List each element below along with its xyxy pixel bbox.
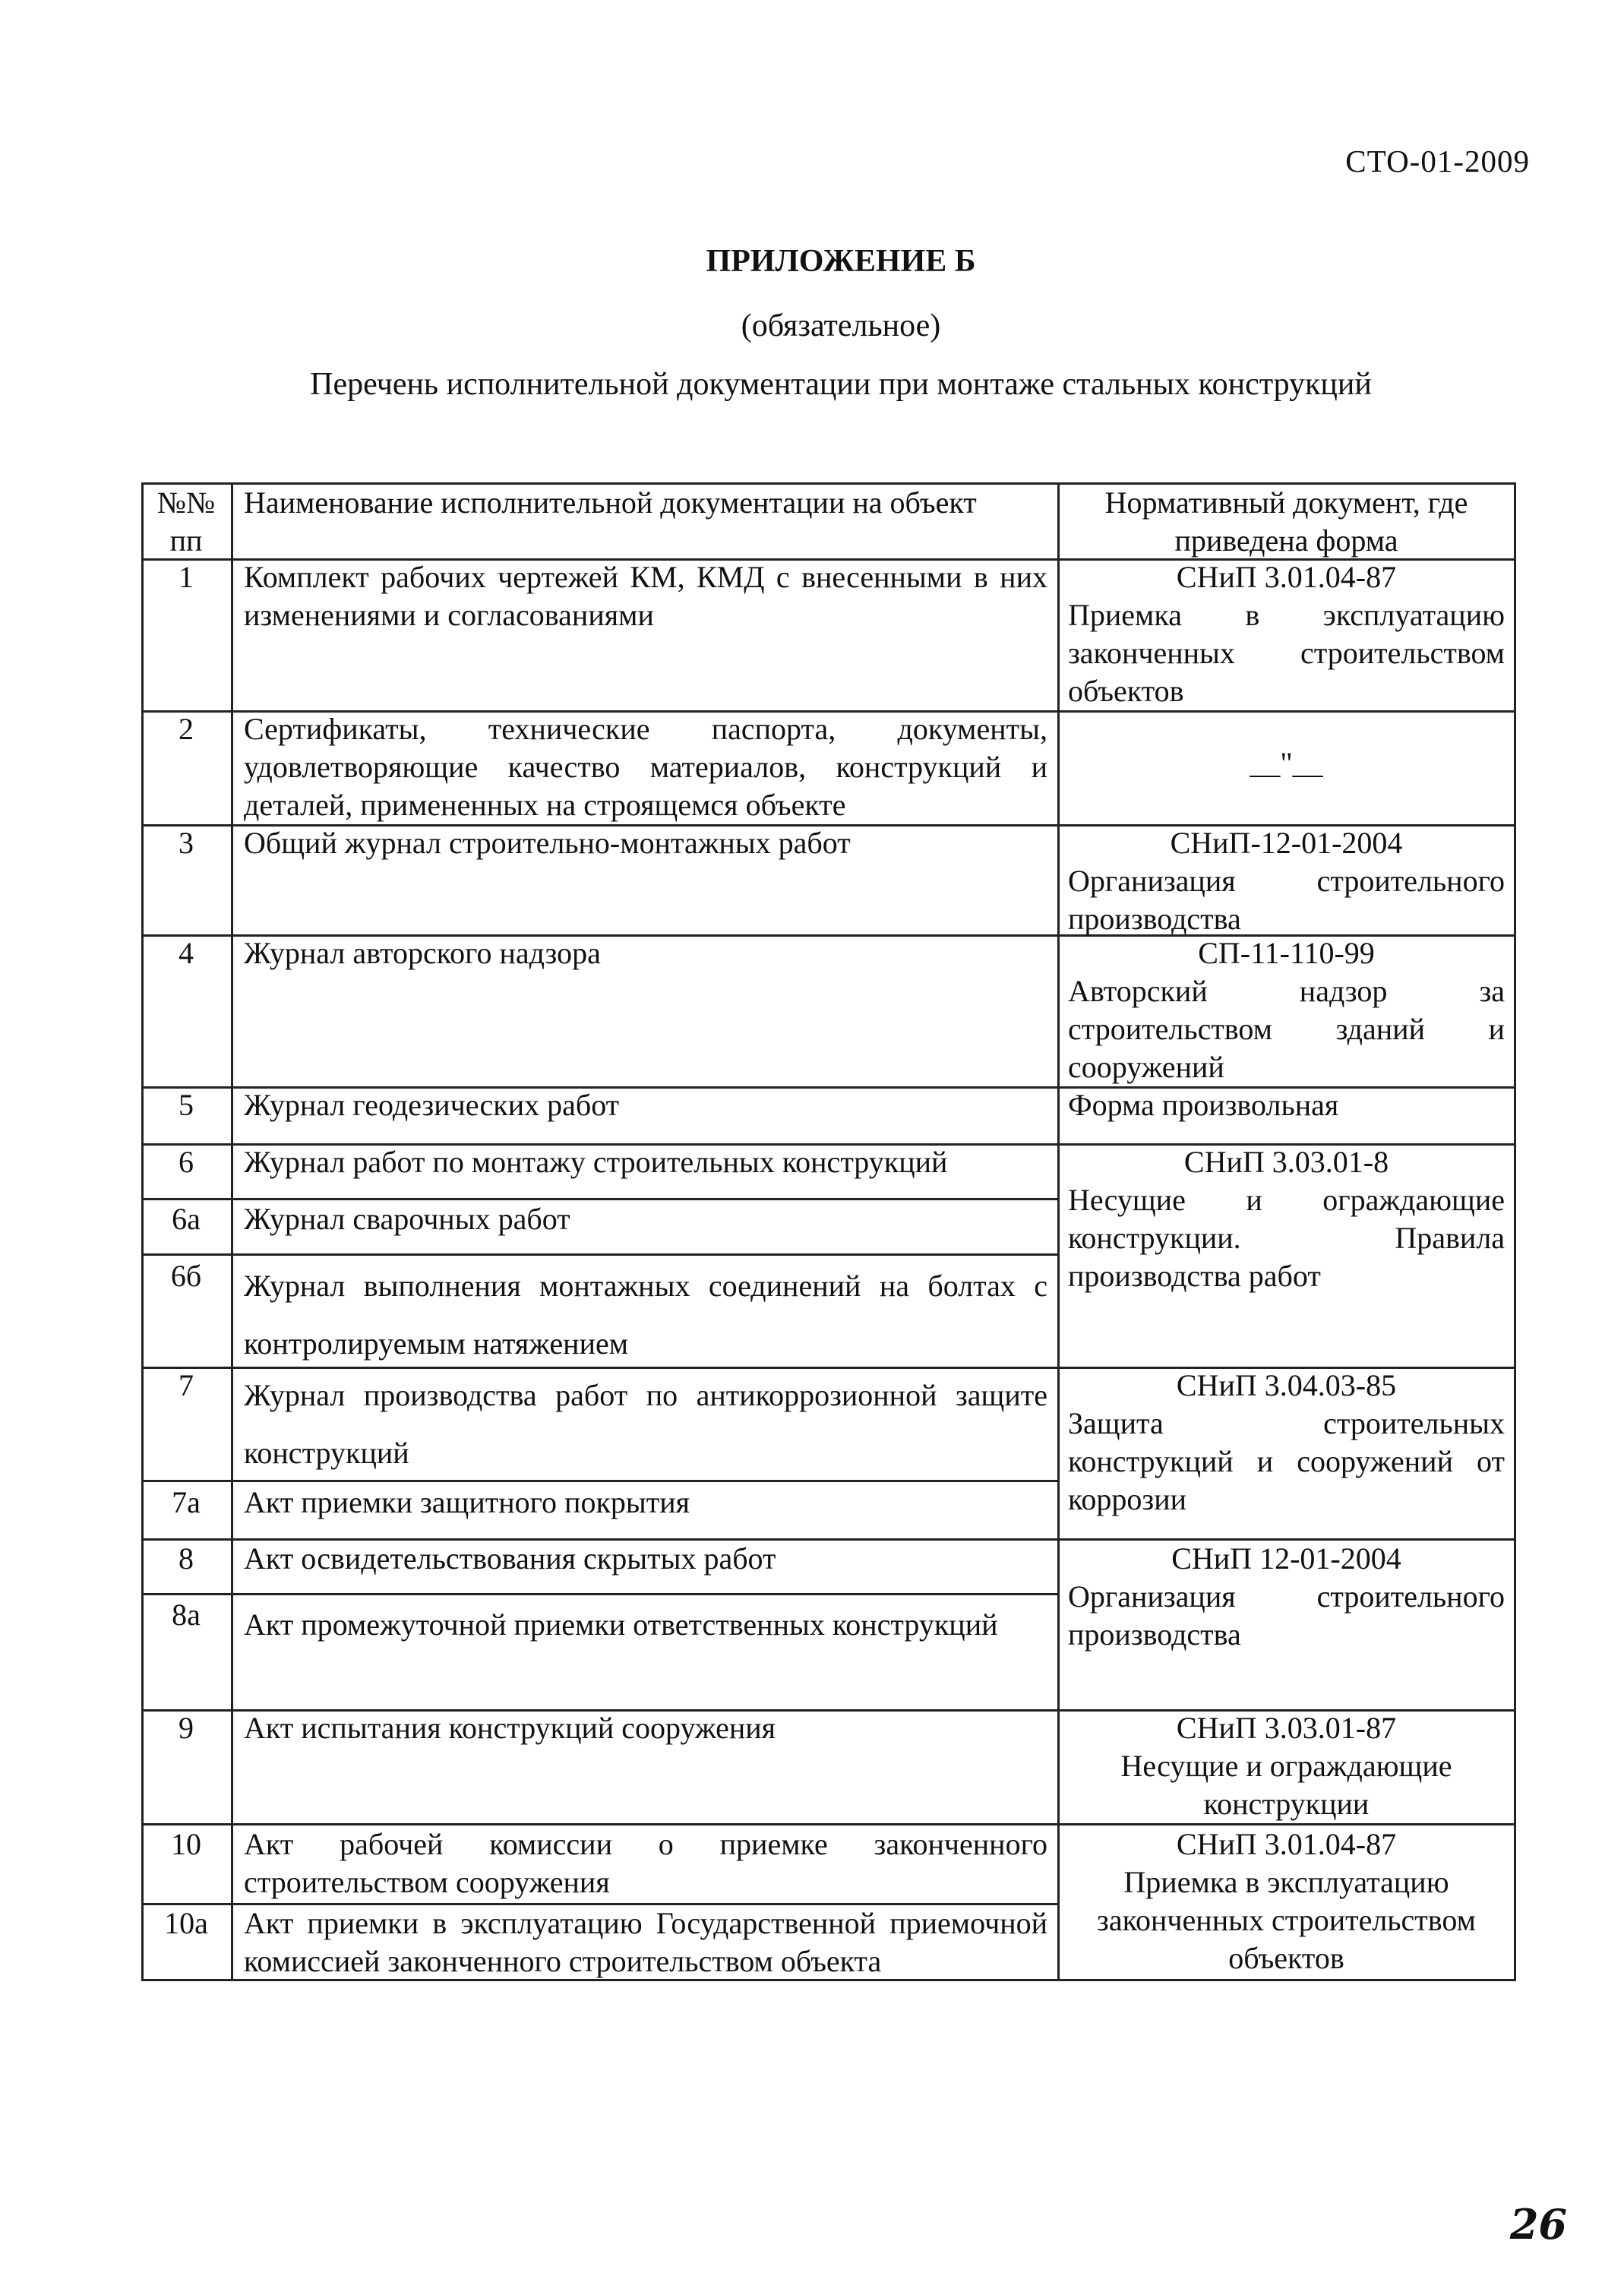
reference-title: __"__ — [1250, 746, 1323, 780]
row-number: 8а — [172, 1598, 201, 1632]
document-name: Общий журнал строительно-монтажных работ — [244, 826, 851, 860]
table-rule — [1057, 482, 1060, 1981]
document-name: Журнал авторского надзора — [244, 936, 601, 970]
reference-title: Несущие и ограждающие конструкции. Правила производства работ — [1068, 1183, 1505, 1293]
row-number: 7а — [172, 1485, 201, 1519]
table-rule — [1514, 482, 1516, 1981]
document-name: Акт рабочей комиссии о приемке законченного строительством сооружения — [244, 1827, 1047, 1899]
document-name: Акт приемки защитного покрытия — [244, 1485, 690, 1519]
document-name: Акт промежуточной приемки ответственных конструкций — [244, 1607, 998, 1642]
document-name: Акт испытания конструкций сооружения — [244, 1711, 776, 1745]
normative-reference — [1068, 934, 1505, 1086]
reference-code: СНиП 3.04.03-85 — [1176, 1368, 1397, 1402]
document-name: Журнал работ по монтажу строительных конструкций — [244, 1145, 948, 1179]
row-number: 8 — [179, 1541, 194, 1576]
reference-title: Приемка в эксплуатацию законченных строительством объектов — [1068, 598, 1505, 708]
appendix-title: ПРИЛОЖЕНИЕ Б — [706, 244, 976, 279]
reference-title: Организация строительного производства — [1068, 1579, 1505, 1652]
row-number: 6 — [179, 1145, 194, 1179]
row-number: 9 — [179, 1711, 194, 1745]
normative-reference — [1068, 824, 1505, 938]
row-number: 10а — [164, 1906, 208, 1940]
row-number: 7 — [179, 1368, 194, 1402]
header-normative-document: Нормативный документ, где приведена форма — [1104, 485, 1468, 558]
row-number: 6а — [172, 1202, 201, 1236]
row-number: 10 — [171, 1827, 201, 1861]
document-name: Акт освидетельствования скрытых работ — [244, 1541, 776, 1576]
reference-code: СНиП 3.03.01-8 — [1183, 1145, 1389, 1179]
normative-reference — [1068, 1086, 1505, 1124]
normative-reference — [1068, 1709, 1505, 1823]
table-rule — [141, 482, 144, 1981]
header-document-name: Наименование исполнительной документации на объект — [244, 485, 977, 520]
reference-code: СНиП 3.03.01-87 — [1176, 1711, 1397, 1745]
reference-code: СНиП 3.01.04-87 — [1176, 1827, 1397, 1861]
normative-reference — [1068, 1825, 1505, 1977]
documentation-table — [141, 482, 1516, 1981]
document-code: СТО-01-2009 — [1345, 144, 1530, 179]
document-name: Акт приемки в эксплуатацию Государственной приемочной комиссией законченного строительством объекта — [244, 1906, 1047, 1978]
document-name: Журнал геодезических работ — [244, 1088, 620, 1122]
appendix-subtitle: (обязательное) — [741, 308, 941, 343]
reference-code: СНиП-12-01-2004 — [1170, 826, 1403, 860]
reference-title: Защита строительных конструкций и сооружений от коррозии — [1068, 1406, 1505, 1516]
document-name: Комплект рабочих чертежей КМ, КМД с внесенными в них изменениями и согласованиями — [244, 560, 1047, 632]
document-name: Журнал сварочных работ — [244, 1202, 570, 1236]
row-number: 4 — [179, 936, 194, 970]
document-name: Сертификаты, технические паспорта, документы, удовлетворяющие качество материалов, конструкций и деталей, примененных на строящемся объекте — [244, 712, 1047, 822]
header-number: №№ пп — [156, 485, 216, 558]
normative-reference — [1068, 1367, 1505, 1519]
normative-reference — [1068, 558, 1505, 710]
row-number: 3 — [179, 826, 194, 860]
reference-code: СНиП 12-01-2004 — [1171, 1541, 1401, 1576]
reference-code: СНиП 3.01.04-87 — [1176, 560, 1397, 594]
appendix-heading: Перечень исполнительной документации при монтаже стальных конструкций — [310, 367, 1372, 402]
document-name: Журнал производства работ по антикоррозионной защите конструкций — [244, 1378, 1047, 1470]
row-number: 2 — [179, 712, 194, 746]
reference-code: СП-11-110-99 — [1198, 936, 1375, 970]
document-name: Журнал выполнения монтажных соединений на болтах с контролируемым натяжением — [244, 1269, 1047, 1361]
table-rule — [231, 482, 233, 1981]
normative-reference — [1068, 744, 1505, 782]
table-rule — [141, 1593, 1057, 1595]
row-number: 1 — [179, 560, 194, 594]
normative-reference — [1068, 1143, 1505, 1295]
page-number: 26 — [1509, 2200, 1567, 2249]
reference-title: Форма произвольная — [1068, 1088, 1339, 1122]
table-rule — [141, 1253, 1057, 1256]
reference-title: Несущие и ограждающие конструкции — [1120, 1749, 1452, 1821]
row-number: 6б — [170, 1259, 202, 1293]
reference-title: Приемка в эксплуатацию законченных строительством объектов — [1097, 1865, 1476, 1975]
normative-reference — [1068, 1540, 1505, 1654]
reference-title: Авторский надзор за строительством зданий и сооружений — [1068, 974, 1505, 1084]
reference-title: Организация строительного производства — [1068, 864, 1505, 936]
row-number: 5 — [179, 1088, 194, 1122]
